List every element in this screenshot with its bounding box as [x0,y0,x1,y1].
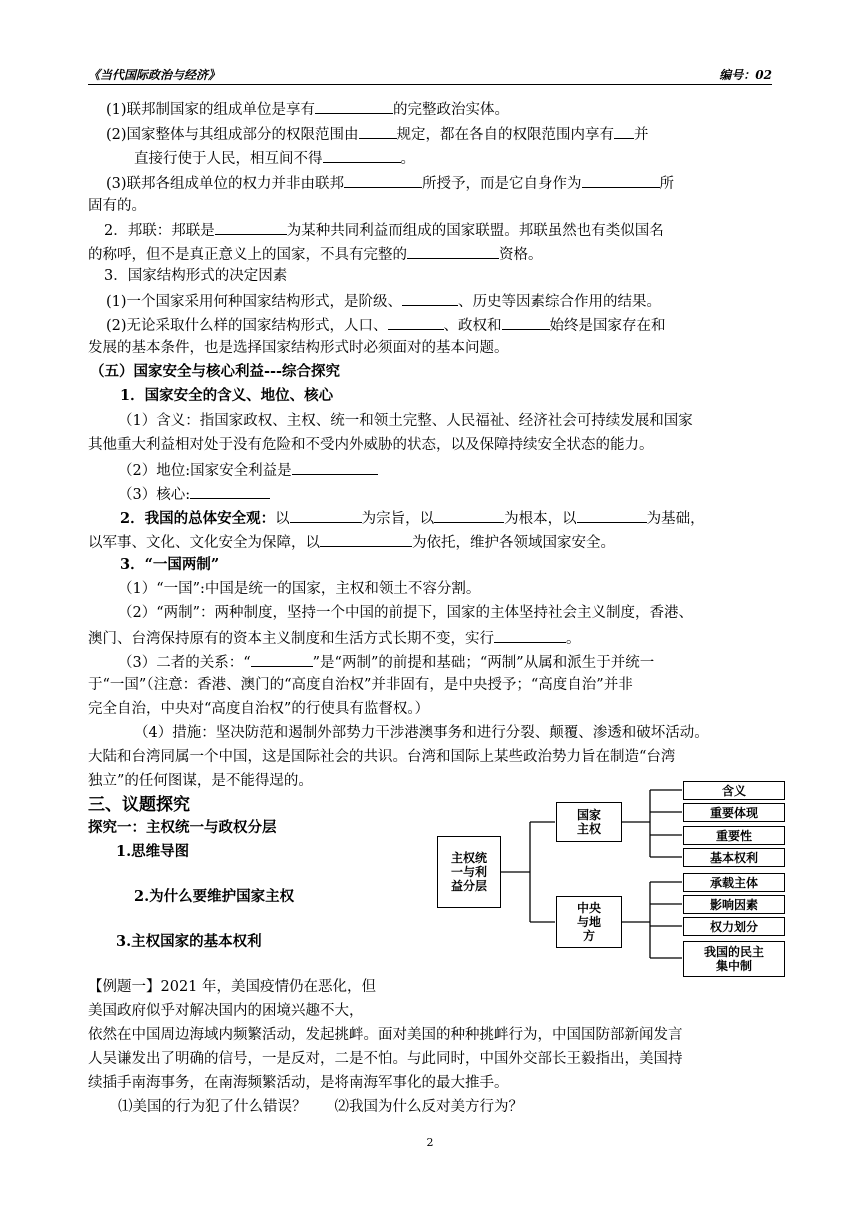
section-heading: （五）国家安全与核心利益---综合探究 [90,363,341,380]
header-number: 编号：02 [719,68,772,82]
text-line: 美国政府似乎对解决国内的困境兴趣不大， [88,1003,364,1019]
subsection-heading: 1．国家安全的含义、地位、核心 [120,387,334,404]
mind-map-branch-sovereignty: 国家主权 [556,802,622,842]
text-line: 以军事、文化、文化安全为保障，以 为依托，维护各领域国家安全。 [88,531,615,553]
text-line: （2）地位:国家安全利益是 [118,459,378,481]
text-line: 人吴谦发出了明确的信号，一是反对，二是不怕。与此同时，中国外交部长王毅指出，美国持 [88,1051,683,1067]
text-line: 2．邦联：邦联是 为某种共同利益而组成的国家联盟。邦联虽然也有类似国名 [104,219,664,241]
mind-map-leaf: 重要性 [683,826,785,845]
text-line: 独立”的任何图谋，是不能得逞的。 [88,773,313,789]
section-heading: 三、议题探究 [88,795,190,815]
mind-map-leaf: 我国的民主集中制 [683,941,785,977]
text-line: 大陆和台湾同属一个中国，这是国际社会的共识。台湾和国际上某些政治势力旨在制造“台湾 [88,749,676,765]
text-line: （1）“一国”:中国是统一的国家，主权和领土不容分割。 [118,581,481,597]
text-line: 发展的基本条件，也是选择国家结构形式时必须面对的基本问题。 [88,340,509,356]
text-line: 【例题一】2021 年，美国疫情仍在恶化，但 [88,979,377,995]
text-line: 澳门、台湾保持原有的资本主义制度和生活方式长期不变，实行 。 [88,627,581,649]
text-line: （3）二者的关系：“ ”是“两制”的前提和基础；“两制”从属和派生于并统一 [118,651,654,673]
text-line: （3）核心: [118,483,270,505]
text-line: 于“一国”（注意：香港、澳门的“高度自治权”并非固有，是中央授予；“高度自治”并非 [88,677,633,693]
inquiry-heading: 探究一：主权统一与政权分层 [88,819,277,836]
item-heading: 2.为什么要维护国家主权 [134,888,295,905]
item-heading: 3.主权国家的基本权利 [116,933,262,950]
text-line: （4）措施：坚决防范和遏制外部势力干涉港澳事务和进行分裂、颠覆、渗透和破坏活动。 [134,725,709,741]
mind-map-leaf: 权力划分 [683,917,785,936]
mind-map-leaf: 基本权利 [683,848,785,867]
question-line: ⑴美国的行为犯了什么错误？ ⑵我国为什么反对美方行为？ [118,1099,523,1115]
text-line: (1)一个国家采用何种国家结构形式，是阶级、 、历史等因素综合作用的结果。 [106,290,661,312]
header-title: 《当代国际政治与经济》 [88,68,221,82]
mind-map-leaf: 含义 [683,781,785,800]
text-line: 其他重大利益相对处于没有危险和不受内外威胁的状态，以及保障持续安全状态的能力。 [88,437,654,453]
mind-map-branch-central-local: 中央与地方 [556,896,622,948]
item-heading: 1.思维导图 [116,843,190,860]
mind-map-root: 主权统一与利益分层 [437,836,501,908]
mind-map-leaf: 重要体现 [683,803,785,822]
text-line: 2．我国的总体安全观：以 为宗旨，以 为根本，以 为基础， [120,507,705,529]
mind-map-leaf: 影响因素 [683,895,785,914]
mind-map-leaf: 承载主体 [683,873,785,892]
text-line: 固有的。 [88,198,146,214]
text-line: 完全自治，中央对“高度自治权”的行使具有监督权。） [88,701,430,717]
text-line: 3．国家结构形式的决定因素 [104,268,288,284]
text-line: 依然在中国周边海域内频繁活动，发起挑衅。面对美国的种种挑衅行为，中国国防部新闻发言 [88,1027,683,1043]
text-line: (2)国家整体与其组成部分的权限范围由 规定，都在各自的权限范围内享有 并 [106,123,649,145]
subsection-heading: 3．“一国两制” [120,556,220,573]
text-line: 的称呼，但不是真正意义上的国家，不具有完整的 资格。 [88,243,543,265]
text-line: 直接行使于人民，相互间不得 。 [134,147,415,169]
text-line: （2）“两制”：两种制度，坚持一个中国的前提下，国家的主体坚持社会主义制度，香港、 [118,605,694,621]
text-line: (2)无论采取什么样的国家结构形式，人口、 、政权和 始终是国家存在和 [106,314,666,336]
text-line: （1）含义：指国家政权、主权、统一和领土完整、人民福祉、经济社会可持续发展和国家 [118,413,693,429]
page-number: 2 [426,1136,434,1149]
text-line: 续插手南海事务，在南海频繁活动，是将南海军事化的最大推手。 [88,1075,509,1091]
text-line: (3)联邦各组成单位的权力并非由联邦 所授予，而是它自身作为 所 [106,172,674,194]
text-line: (1)联邦制国家的组成单位是享有 的完整政治实体。 [106,98,509,120]
